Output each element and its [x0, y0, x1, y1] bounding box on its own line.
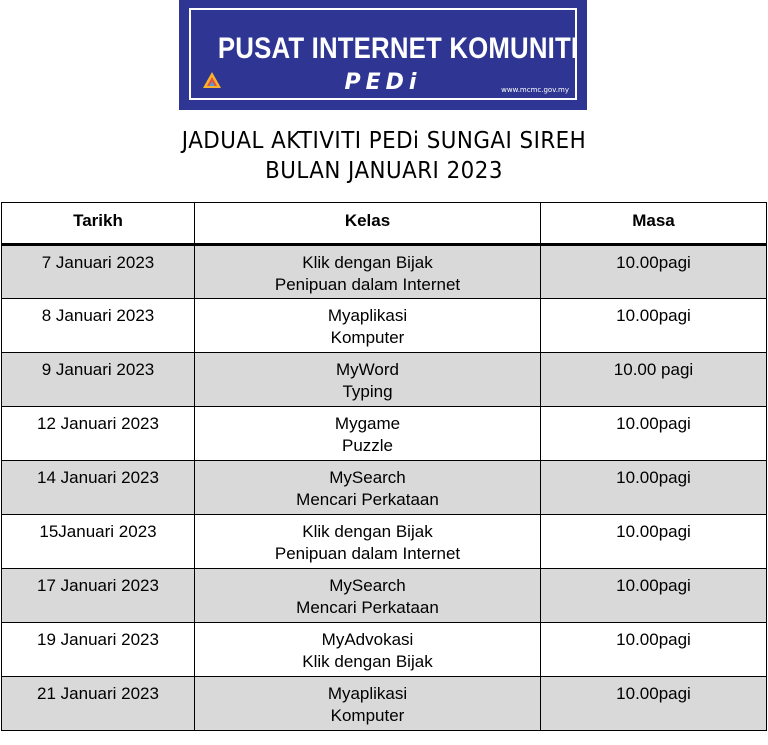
cell-tarikh: 21 Januari 2023 — [2, 677, 195, 731]
kelas-line2: Puzzle — [341, 436, 394, 455]
cell-tarikh: 19 Januari 2023 — [2, 623, 195, 677]
kelas-line1: MyAdvokasi — [321, 630, 414, 649]
kelas-line2: Klik dengan Bijak — [302, 652, 433, 671]
header-tarikh: Tarikh — [2, 203, 195, 245]
cell-masa: 10.00 pagi — [541, 353, 767, 407]
table-header-row — [2, 203, 767, 245]
cell-tarikh: 7 Januari 2023 — [2, 245, 195, 299]
page-subtitle: BULAN JANUARI 2023 — [265, 158, 503, 184]
cell-tarikh: 12 Januari 2023 — [2, 407, 195, 461]
banner-frame — [189, 8, 577, 100]
kelas-line1: Klik dengan Bijak — [302, 253, 433, 272]
header-kelas: Kelas — [195, 203, 541, 245]
cell-tarikh: 17 Januari 2023 — [2, 569, 195, 623]
kelas-line1: Myaplikasi — [327, 684, 408, 703]
kelas-line2: Penipuan dalam Internet — [274, 544, 461, 563]
page-title: JADUAL AKTIVITI PEDi SUNGAI SIREH — [181, 128, 587, 154]
kelas-line2: Mencari Perkataan — [296, 598, 439, 617]
banner-title: PUSAT INTERNET KOMUNITI — [217, 32, 579, 65]
kelas-line2: Komputer — [330, 328, 405, 347]
kelas-line1: MyWord — [336, 360, 399, 379]
cell-masa: 10.00pagi — [541, 245, 767, 299]
table-row — [2, 407, 767, 461]
kelas-line1: Myaplikasi — [327, 306, 408, 325]
cell-kelas — [195, 569, 541, 623]
cell-kelas — [195, 461, 541, 515]
cell-masa: 10.00pagi — [541, 407, 767, 461]
cell-masa: 10.00pagi — [541, 623, 767, 677]
kelas-line2: Komputer — [330, 706, 405, 725]
cell-kelas — [195, 353, 541, 407]
header-masa: Masa — [541, 203, 767, 245]
table-row — [2, 677, 767, 731]
kelas-line2: Typing — [342, 382, 393, 401]
cell-kelas — [195, 515, 541, 569]
kelas-line1: MySearch — [329, 576, 406, 595]
cell-tarikh: 15Januari 2023 — [2, 515, 195, 569]
table-row — [2, 623, 767, 677]
cell-kelas — [195, 407, 541, 461]
kelas-line1: Mygame — [334, 414, 401, 433]
cell-kelas — [195, 677, 541, 731]
cell-tarikh: 8 Januari 2023 — [2, 299, 195, 353]
table-row — [2, 515, 767, 569]
activity-schedule-table — [1, 202, 767, 731]
cell-kelas — [195, 245, 541, 299]
cell-masa: 10.00pagi — [541, 677, 767, 731]
cell-tarikh: 9 Januari 2023 — [2, 353, 195, 407]
cell-kelas — [195, 299, 541, 353]
kelas-line2: Mencari Perkataan — [296, 490, 439, 509]
cell-masa: 10.00pagi — [541, 515, 767, 569]
kelas-line1: MySearch — [329, 468, 406, 487]
pedi-banner — [179, 0, 587, 110]
table-row — [2, 299, 767, 353]
table-row — [2, 461, 767, 515]
banner-subtitle: PEDi — [344, 70, 422, 95]
table-row — [2, 245, 767, 299]
banner-url: www.mcmc.gov.my — [501, 86, 569, 94]
table-row — [2, 353, 767, 407]
kelas-line1: Klik dengan Bijak — [302, 522, 433, 541]
cell-tarikh: 14 Januari 2023 — [2, 461, 195, 515]
cell-kelas — [195, 623, 541, 677]
cell-masa: 10.00pagi — [541, 569, 767, 623]
kelas-line2: Penipuan dalam Internet — [274, 275, 461, 294]
cell-masa: 10.00pagi — [541, 299, 767, 353]
table-row — [2, 569, 767, 623]
cell-masa: 10.00pagi — [541, 461, 767, 515]
